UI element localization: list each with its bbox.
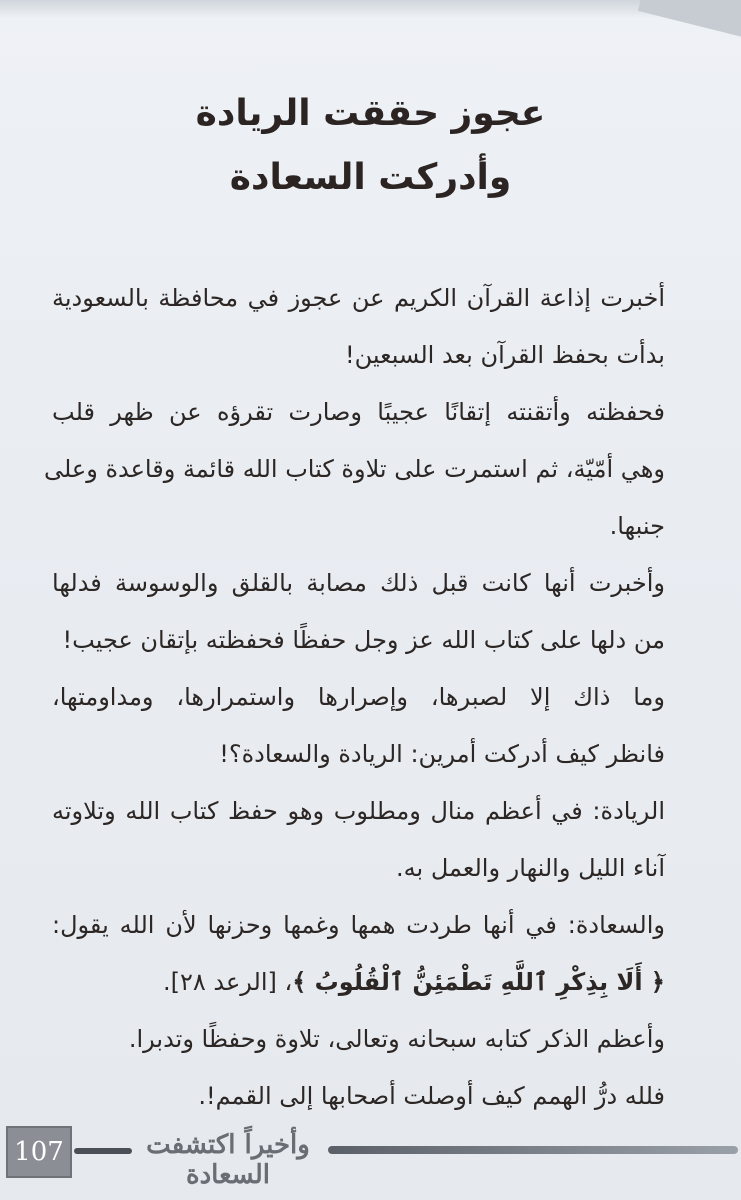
text-line: جنبها.: [609, 512, 665, 540]
chapter-title: [40, 82, 701, 210]
paragraph-3: [52, 555, 691, 669]
paragraph-6: [52, 897, 691, 1011]
body-text: [43, 270, 691, 1125]
verse-line: [52, 954, 665, 1011]
text-line: وأخبرت أنها كانت قبل ذلك مصابة بالقلق والوسوسة فدلها: [52, 569, 665, 597]
paragraph-5: [52, 783, 691, 897]
text-line: فحفظته وأتقنته إتقانًا عجيبًا وصارت تقرؤه عن ظهر قلب: [52, 398, 665, 426]
text-line: آناء الليل والنهار والعمل به.: [396, 854, 665, 882]
text-line: بدأت بحفظ القرآن بعد السبعين!: [344, 341, 665, 369]
text-line: وما ذاك إلا لصبرها، وإصرارها واستمرارها، ومداومتها،: [52, 683, 665, 711]
paragraph-4: [52, 669, 691, 783]
footer-rule-left: [74, 1148, 132, 1154]
paragraph-8: [52, 1068, 691, 1125]
paragraph-2: [43, 384, 691, 555]
page-footer: [0, 1122, 741, 1190]
text-line: والسعادة: في أنها طردت همها وغمها وحزنها لأن الله يقول:: [52, 911, 665, 939]
chapter-title-line-1: عجوز حققت الريادة: [195, 93, 546, 134]
footer-rule-right: [328, 1146, 738, 1154]
text-line: وهي أمّيّة، ثم استمرت على تلاوة كتاب الله قائمة وقاعدة وعلى: [43, 455, 665, 483]
chapter-title-line-2: وأدركت السعادة: [229, 157, 512, 198]
text-line: من دلها على كتاب الله عز وجل حفظًا فحفظته بإتقان عجيب!: [62, 626, 665, 654]
text-line: وأعظم الذكر كتابه سبحانه وتعالى، تلاوة وحفظًا وتدبرا.: [128, 1025, 665, 1053]
verse-reference: ، [الرعد ٢٨].: [162, 968, 293, 996]
text-line: أخبرت إذاعة القرآن الكريم عن عجوز في محافظة بالسعودية: [52, 284, 665, 312]
text-line: فلله درُّ الهمم كيف أوصلت أصحابها إلى القمم!.: [198, 1082, 665, 1110]
book-title: وأخيراً اكتشفت السعادة: [146, 1130, 310, 1190]
quran-verse: ﴿ أَلَا بِذِكْرِ ٱللَّهِ تَطْمَئِنُّ ٱلْقُلُوبُ ﴾: [292, 968, 665, 996]
text-line: الريادة: في أعظم منال ومطلوب وهو حفظ كتاب الله وتلاوته: [52, 797, 665, 825]
page-corner: [638, 0, 741, 40]
paragraph-7: [52, 1011, 691, 1068]
text-line: فانظر كيف أدركت أمرين: الريادة والسعادة؟!: [219, 740, 665, 768]
page-number: 107: [6, 1126, 72, 1178]
paragraph-1: [52, 270, 691, 384]
page-edge-shadow: [0, 0, 741, 18]
